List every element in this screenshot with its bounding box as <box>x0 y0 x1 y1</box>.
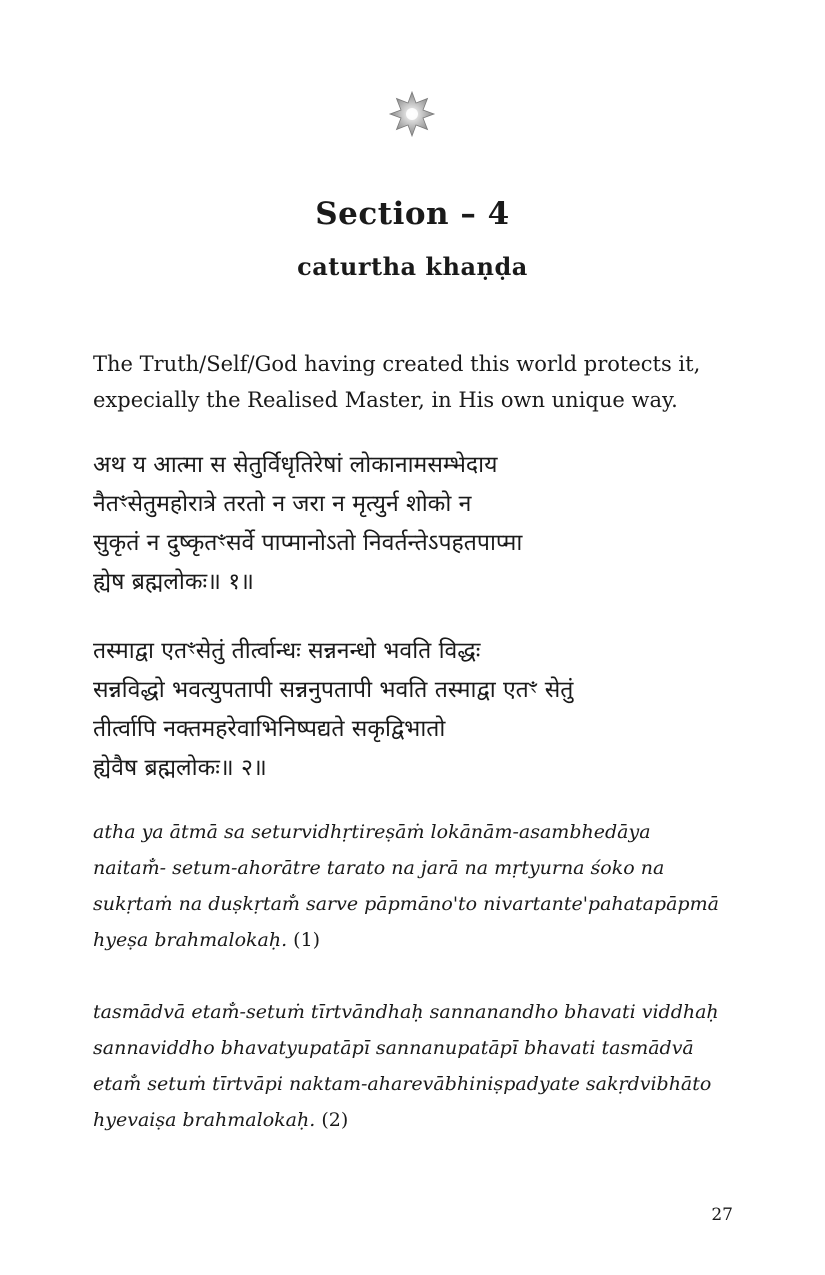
verse-line: ह्येवैष ब्रह्मलोकः॥ २॥ <box>93 755 267 781</box>
translit-line: sannaviddho bhavatyupatāpī sannanupatāpī bhavati tasmādvā <box>93 1037 694 1059</box>
verse-line: तस्माद्वा एतꣳसेतुं तीर्त्वान्धः सन्ननन्धो भवति विद्धः <box>93 638 481 664</box>
page-number: 27 <box>711 1205 733 1225</box>
translit-line: sukṛtaṁ na duṣkṛtam̐ sarve pāpmāno'to nivartante'pahatapāpmā <box>93 893 719 915</box>
intro-line: The Truth/Self/God having created this world protects it, <box>93 352 701 376</box>
verse-line: ह्येष ब्रह्मलोकः॥ १॥ <box>93 569 254 595</box>
verse-line: नैतꣳसेतुमहोरात्रे तरतो न जरा न मृत्युर्न शोको न <box>93 491 472 517</box>
verse-line: सन्नविद्धो भवत्युपतापी सन्ननुपतापी भवति तस्माद्वा एतꣳ सेतुं <box>93 677 574 703</box>
translit-line: hyevaiṣa brahmalokaḥ. <box>93 1109 316 1131</box>
verse-number: (1) <box>293 929 321 951</box>
transliteration-1 <box>93 814 753 958</box>
verse-line: सुकृतं न दुष्कृतꣳसर्वे पाप्मानोऽतो निवर्तन्तेऽपहतपाप्मा <box>93 530 523 556</box>
verse-number: (2) <box>321 1109 349 1131</box>
transliteration-2 <box>93 994 753 1138</box>
sanskrit-verse-1 <box>93 446 753 602</box>
section-subtitle: caturtha khaṇḍa <box>297 252 528 281</box>
verse-line: अथ य आत्मा स सेतुर्विधृतिरेषां लोकानामसम्भेदाय <box>93 452 498 478</box>
sanskrit-verse-2 <box>93 632 753 788</box>
translit-line: atha ya ātmā sa seturvidhṛtireṣāṁ lokānām-asambhedāya <box>93 821 651 843</box>
translit-line: tasmādvā etam̐-setuṁ tīrtvāndhaḥ sannanandho bhavati viddhaḥ <box>93 1001 719 1023</box>
translit-line: etam̐ setuṁ tīrtvāpi naktam-aharevābhiniṣpadyate sakṛdvibhāto <box>93 1073 712 1095</box>
verse-line: तीर्त्वापि नक्तमहरेवाभिनिष्पद्यते सकृद्विभातो <box>93 716 446 742</box>
section-title: Section – 4 <box>315 196 510 232</box>
translit-line: hyeṣa brahmalokaḥ. <box>93 929 288 951</box>
translit-line: naitam̐- setum-ahorātre tarato na jarā na mṛtyurna śoko na <box>93 857 665 879</box>
intro-line: expecially the Realised Master, in His own unique way. <box>93 388 678 412</box>
eight-point-star-icon <box>388 90 436 138</box>
intro-paragraph <box>93 346 753 418</box>
